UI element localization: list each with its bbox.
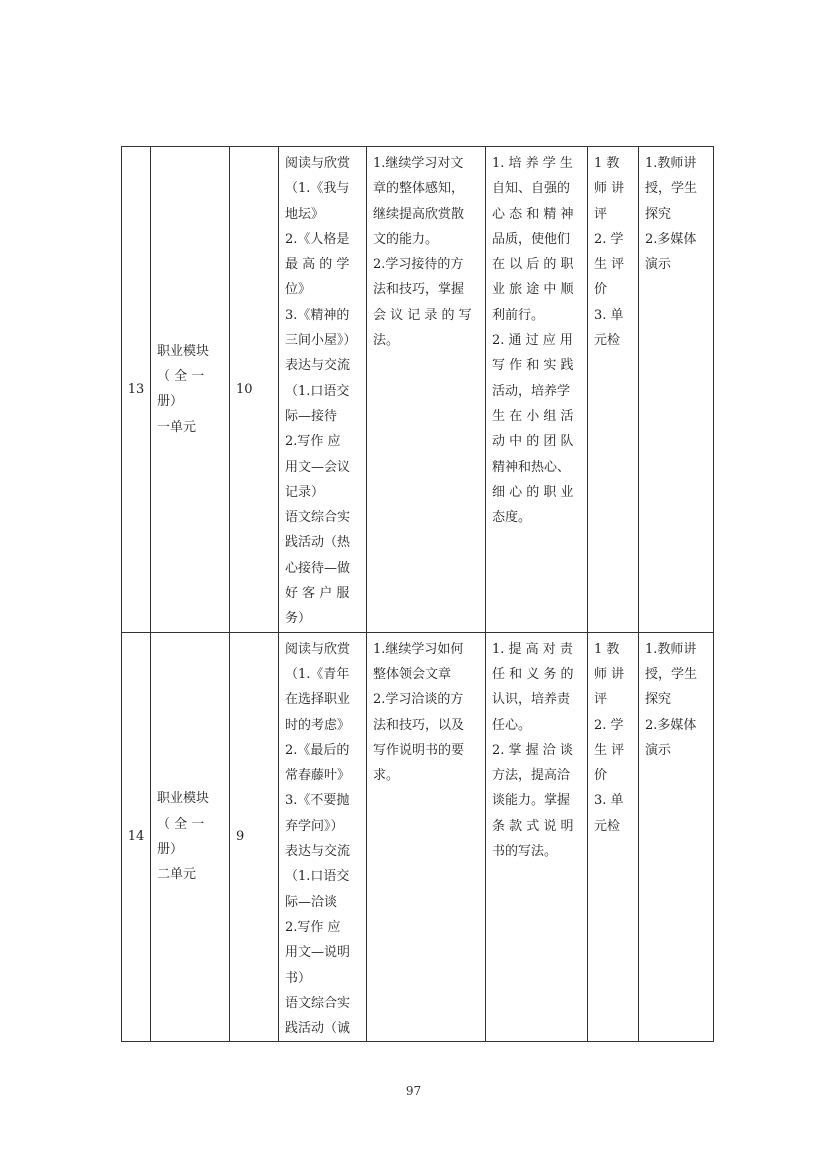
hours-cell: 9 (230, 632, 279, 1042)
row-index-cell: 13 (122, 147, 151, 633)
curriculum-table (121, 146, 714, 1042)
hours-cell: 10 (230, 147, 279, 633)
page-number: 97 (405, 1084, 422, 1098)
content-cell: 阅读与欣赏 （1.《青年 在选择职业 时的考虑》 2.《最后的 常春藤叶》 3.《不要抛 弃学问》） 表达与交流 （1.口语交 际—洽谈 2.写作 应 用文—说明 书） 语文综合实 践活动（诚 (279, 632, 367, 1042)
assessment-cell: 1 教 师 讲 评 2. 学 生 评 价 3. 单 元检 (588, 632, 639, 1042)
table-row (122, 632, 714, 1042)
knowledge-goal-cell: 1.继续学习如何 整体领会文章 2.学习洽谈的方 法和技巧，以及 写作说明书的要 求。 (367, 632, 486, 1042)
ability-goal-cell: 1. 提 高 对 责 任 和 义 务 的 认识，培养责 任心。 2. 掌 握 洽 谈 方法，提高洽 谈能力。掌握 条 款 式 说 明 书的写法。 (486, 632, 588, 1042)
content-cell: 阅读与欣赏 （1.《我与 地坛》 2.《人格是 最 高 的 学 位》 3.《精神的 三间小屋》） 表达与交流 （1.口语交 际—接待 2.写作 应 用文—会议 记录） 语文综合实 践活动（热 心接待—做 好 客 户 服 务） (279, 147, 367, 633)
knowledge-goal-cell: 1.继续学习对文 章的整体感知， 继续提高欣赏散 文的能力。 2.学习接待的方 法和技巧，掌握 会 议 记 录 的 写 法。 (367, 147, 486, 633)
module-cell: 职业模块 （ 全 一 册） 二单元 (151, 632, 230, 1042)
ability-goal-cell: 1. 培 养 学 生 自知、自强的 心 态 和 精 神 品质，使他们 在 以 后 的 职 业 旅 途 中 顺 利前行。 2. 通 过 应 用 写 作 和 实 践 活动，培养学 生 在 小 组 活 动 中 的 团 队 精神和热心、 细 心 的 职 业 态度。 (486, 147, 588, 633)
teaching-method-cell: 1.教师讲 授，学生 探究 2.多媒体 演示 (639, 147, 714, 633)
assessment-cell: 1 教 师 讲 评 2. 学 生 评 价 3. 单 元检 (588, 147, 639, 633)
table-row (122, 147, 714, 633)
module-cell: 职业模块 （ 全 一 册） 一单元 (151, 147, 230, 633)
row-index-cell: 14 (122, 632, 151, 1042)
teaching-method-cell: 1.教师讲 授，学生 探究 2.多媒体 演示 (639, 632, 714, 1042)
